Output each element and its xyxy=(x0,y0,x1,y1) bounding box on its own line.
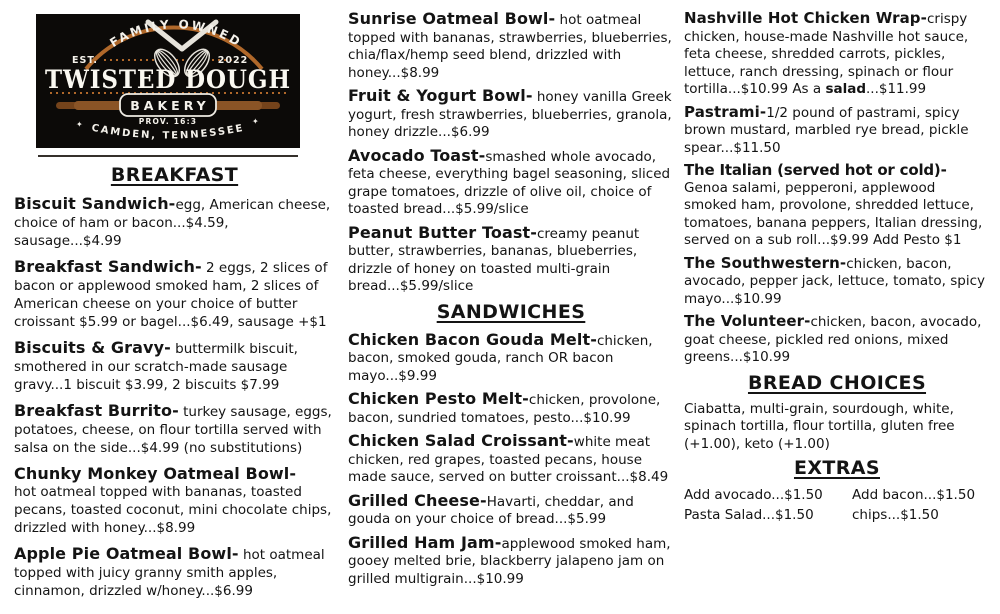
item-desc: chicken, bacon, avocado, pepper jack, lettuce, tomato, spicy mayo...$10.99 xyxy=(684,255,986,307)
item-name: Apple Pie Oatmeal Bowl- xyxy=(14,544,239,563)
menu-item-biscuits-gravy xyxy=(14,339,335,394)
menu-item-nashville-hot-chicken-wrap xyxy=(684,10,990,99)
menu-item-grilled-cheese xyxy=(348,492,674,529)
item-desc: chicken, bacon, avocado, goat cheese, pickled red onions, mixed greens...$10.99 xyxy=(684,314,982,365)
item-name: Chicken Salad Croissant- xyxy=(348,431,574,450)
est-text: EST. xyxy=(72,55,98,66)
menu-item-the-volunteer xyxy=(684,313,990,367)
item-desc: chicken, bacon, smoked gouda, ranch OR bacon mayo...$9.99 xyxy=(348,332,653,384)
item-desc: white meat chicken, red grapes, toasted pecans, house made sauce, served on butter croissant...$8.49 xyxy=(348,434,669,485)
item-desc: hot oatmeal topped with bananas, strawberries, blueberries, chia/flax/hemp seed blend, drizzled with honey...$8.99 xyxy=(348,12,672,81)
item-name: Breakfast Burrito- xyxy=(14,401,179,420)
item-name: Chicken Bacon Gouda Melt- xyxy=(348,329,597,349)
extras-item-pasta-salad: Pasta Salad...$1.50 xyxy=(684,507,814,523)
item-name: Fruit & Yogurt Bowl- xyxy=(348,86,533,105)
item-name: Peanut Butter Toast- xyxy=(348,222,537,242)
item-desc: honey vanilla Greek yogurt, fresh strawberries, blueberries, granola, honey drizzle...$6.99 xyxy=(348,89,672,140)
item-desc: smashed whole avocado, feta cheese, everything bagel seasoning, sliced grape tomatoes, drizzle of olive oil, choice of toasted bread...$5.99/slice xyxy=(348,148,671,217)
item-desc: crispy chicken, house-made Nashville hot sauce, feta cheese, shredded carrots, pickles, lettuce, ranch dressing, spinach or flour tortilla...$10.99 As a xyxy=(684,11,969,97)
item-name: Nashville Hot Chicken Wrap- xyxy=(684,9,927,27)
extras-item-add-bacon: Add bacon...$1.50 xyxy=(852,487,976,503)
item-name: Grilled Ham Jam- xyxy=(348,532,502,552)
item-name: Pastrami- xyxy=(684,102,767,121)
extras-item-add-avocado: Add avocado...$1.50 xyxy=(684,487,823,503)
item-name: Biscuits & Gravy- xyxy=(14,338,171,357)
bakery-logo xyxy=(36,14,300,148)
menu-item-the-southwestern xyxy=(684,255,990,309)
menu-item-breakfast-sandwich xyxy=(14,258,335,331)
menu-item-chicken-salad-croissant xyxy=(348,432,674,487)
item-name: Biscuit Sandwich- xyxy=(14,194,176,213)
menu-item-fruit-yogurt-bowl xyxy=(348,87,674,142)
menu-item-grilled-ham-jam xyxy=(348,534,674,589)
item-desc: turkey sausage, eggs, potatoes, cheese, on flour tortilla served with salsa on the side...$4.99 (no substitutions) xyxy=(14,404,332,456)
item-name: The Italian (served hot or cold)- xyxy=(684,161,947,179)
menu-item-the-italian xyxy=(684,162,990,250)
bakery-text: BAKERY xyxy=(130,98,210,113)
menu-item-biscuit-sandwich xyxy=(14,195,335,250)
family-owned-text: FAMILY OWNED xyxy=(107,17,245,51)
item-desc: creamy peanut butter, strawberries, bananas, blueberries, drizzle of honey on toasted multi-grain bread...$5.99/slice xyxy=(348,225,640,294)
verse-text: PROV. 16:3 xyxy=(138,117,198,126)
menu-item-peanut-butter-toast xyxy=(348,224,674,296)
item-desc-bold: salad xyxy=(825,81,866,97)
item-desc: 1/2 pound of pastrami, spicy brown mustard, marbled rye bread, pickle spear...$11.50 xyxy=(684,104,969,156)
item-name: Chunky Monkey Oatmeal Bowl- xyxy=(14,464,297,483)
section-heading-breakfast: BREAKFAST xyxy=(110,164,239,186)
section-heading-extras: EXTRAS xyxy=(793,457,880,479)
menu-item-sunrise-oatmeal-bowl xyxy=(348,10,674,82)
item-desc: 2 eggs, 2 slices of bacon or applewood smoked ham, 2 slices of American cheese on your choice of butter croissant $5.99 or bagel...$6.49, sausage +$1 xyxy=(14,260,328,330)
menu-item-chicken-bacon-gouda-melt xyxy=(348,331,674,386)
menu-item-chicken-pesto-melt xyxy=(348,390,674,427)
item-name: Sunrise Oatmeal Bowl- xyxy=(348,9,556,28)
star-icon: ✦ xyxy=(76,120,83,129)
item-name: The Volunteer- xyxy=(684,312,811,330)
section-heading-bread-choices: BREAD CHOICES xyxy=(747,371,927,394)
breakfast-column xyxy=(14,8,335,608)
bread-choices-text: Ciabatta, multi-grain, sourdough, white, spinach tortilla, flour tortilla, gluten free (+1.00), keto (+1.00) xyxy=(684,400,955,452)
item-desc: chicken, provolone, bacon, sundried tomatoes, pesto...$10.99 xyxy=(348,392,661,426)
menu-item-avocado-toast xyxy=(348,147,674,219)
logo-area xyxy=(14,8,335,160)
item-name: Grilled Cheese- xyxy=(348,490,487,510)
section-heading-sandwiches: SANDWICHES xyxy=(436,300,586,323)
item-name: The Southwestern- xyxy=(684,253,847,272)
right-column xyxy=(684,10,990,524)
year-text: 2022 xyxy=(217,55,249,66)
item-desc: hot oatmeal topped with bananas, toasted pecans, toasted coconut, mini chocolate chips, drizzled with honey...$8.99 xyxy=(14,484,332,536)
menu-item-apple-pie-oatmeal-bowl xyxy=(14,545,335,600)
item-name: Breakfast Sandwich- xyxy=(14,257,202,276)
star-icon: ✦ xyxy=(252,117,259,126)
middle-column xyxy=(348,10,674,593)
menu-item-breakfast-burrito xyxy=(14,402,335,457)
item-name: Avocado Toast- xyxy=(348,145,486,165)
item-desc: applewood smoked ham, gooey melted brie, blackberry jalapeno jam on grilled multigrain...$10.99 xyxy=(348,535,671,587)
item-desc: Havarti, cheddar, and gouda on your choice of bread...$5.99 xyxy=(348,493,634,527)
item-desc: buttermilk biscuit, smothered in our scratch-made sausage gravy...1 biscuit $3.99, 2 biscuits $7.99 xyxy=(14,341,298,393)
logo-underline xyxy=(38,155,298,157)
extras-list xyxy=(684,486,990,524)
item-desc: Genoa salami, pepperoni, applewood smoked ham, provolone, shredded lettuce, tomatoes, banana peppers, Italian dressing, served on a sub roll...$9.99 Add Pesto $1 xyxy=(684,179,983,248)
location-text: CAMDEN, TENNESSEE xyxy=(90,122,246,142)
logo-wordmark: TWISTED DOUGH xyxy=(45,65,291,94)
item-desc: egg, American cheese, choice of ham or bacon...$4.59, sausage...$4.99 xyxy=(14,197,331,249)
menu-item-pastrami xyxy=(684,104,990,158)
item-desc: ...$11.99 xyxy=(866,81,927,97)
item-name: Chicken Pesto Melt- xyxy=(348,389,529,408)
item-desc: hot oatmeal topped with juicy granny smith apples, cinnamon, drizzled w/honey...$6.99 xyxy=(14,547,325,599)
extras-item-chips: chips...$1.50 xyxy=(852,507,939,523)
menu-item-chunky-monkey-oatmeal-bowl xyxy=(14,465,335,537)
